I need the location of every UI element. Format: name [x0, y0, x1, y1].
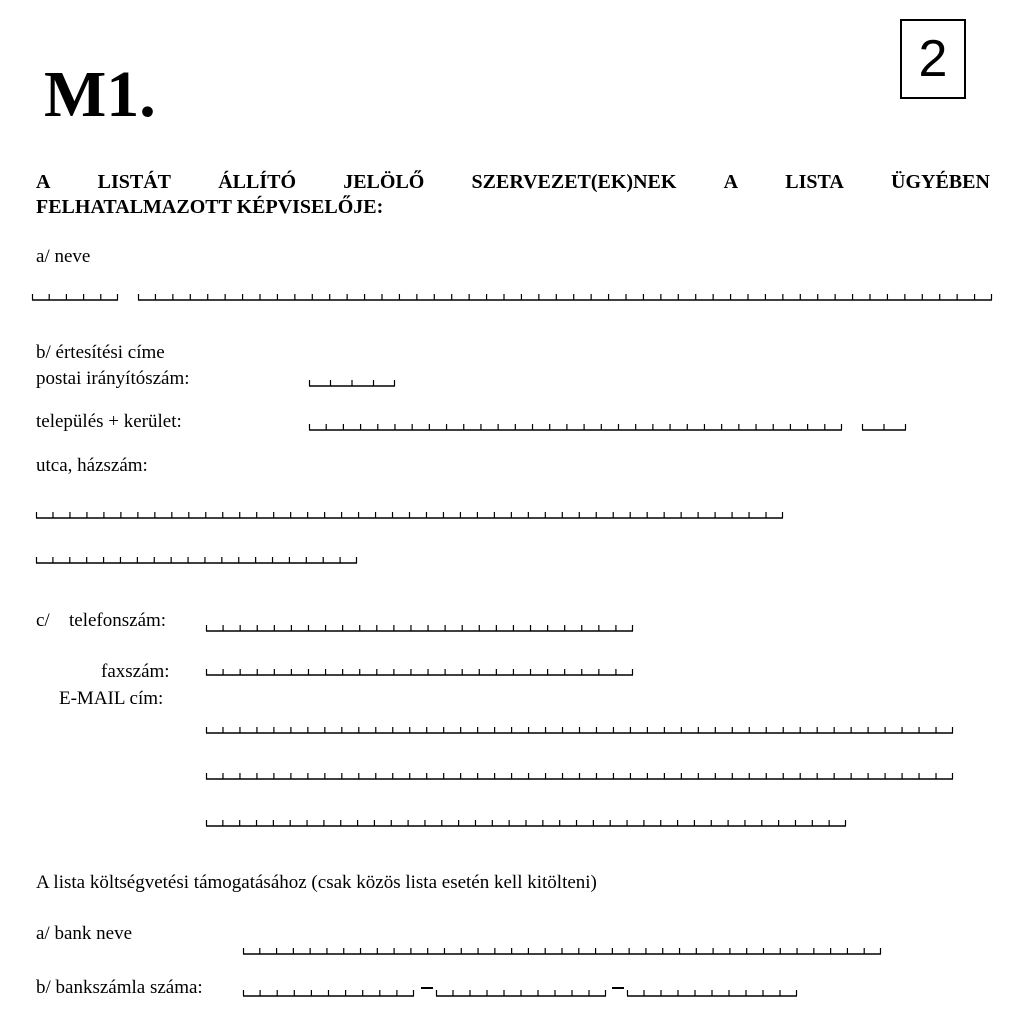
street-field-line-1[interactable] [36, 511, 783, 519]
heading-word: A [36, 171, 51, 193]
phone-label: telefonszám: [69, 610, 167, 631]
email-label: E-MAIL cím: [59, 688, 164, 709]
contact-prefix: c/ [36, 610, 50, 631]
name-field-part-2[interactable] [138, 293, 992, 301]
heading-word: ÁLLÍTÓ [218, 171, 297, 193]
heading-word: ÜGYÉBEN [891, 171, 990, 193]
bank-account-group-2[interactable] [436, 989, 606, 997]
email-field-line-2[interactable] [206, 772, 953, 780]
heading-word: LISTÁT [97, 171, 172, 193]
name-label: a/ neve [36, 246, 91, 267]
page-number-box: 2 [900, 19, 966, 99]
heading-word: LISTA [785, 171, 844, 193]
bank-account-group-1[interactable] [243, 989, 414, 997]
heading-word: A [723, 171, 739, 193]
phone-field[interactable] [206, 624, 633, 632]
fax-label: faxszám: [101, 661, 170, 682]
bank-account-group-3[interactable] [627, 989, 797, 997]
email-field-line-3[interactable] [206, 819, 846, 827]
email-field-line-1[interactable] [206, 726, 953, 734]
funding-note: A lista költségvetési támogatásához (csak közös lista esetén kell kitölteni) [36, 872, 597, 893]
street-label: utca, házszám: [36, 455, 148, 476]
address-label: b/ értesítési címe [36, 342, 165, 363]
bank-name-field[interactable] [243, 947, 881, 955]
bank-name-label: a/ bank neve [36, 923, 133, 944]
fax-field[interactable] [206, 668, 633, 676]
bank-account-separator [421, 987, 433, 989]
heading-line-1 [36, 170, 990, 195]
postal-code-label: postai irányítószám: [36, 368, 190, 389]
street-field-line-2[interactable] [36, 556, 357, 564]
heading-word: JELÖLŐ [343, 171, 425, 193]
section-heading [36, 170, 990, 220]
bank-account-separator [612, 987, 624, 989]
heading-word: SZERVEZET(EK)NEK [471, 171, 677, 193]
postal-code-field[interactable] [309, 379, 395, 387]
settlement-label: település + kerület: [36, 411, 182, 432]
district-field[interactable] [862, 423, 906, 431]
form-code: M1. [44, 58, 156, 131]
bank-account-label: b/ bankszámla száma: [36, 977, 203, 998]
name-field-part-1[interactable] [32, 293, 118, 301]
heading-line-2: FELHATALMAZOTT KÉPVISELŐJE: [36, 196, 384, 218]
settlement-field[interactable] [309, 423, 842, 431]
